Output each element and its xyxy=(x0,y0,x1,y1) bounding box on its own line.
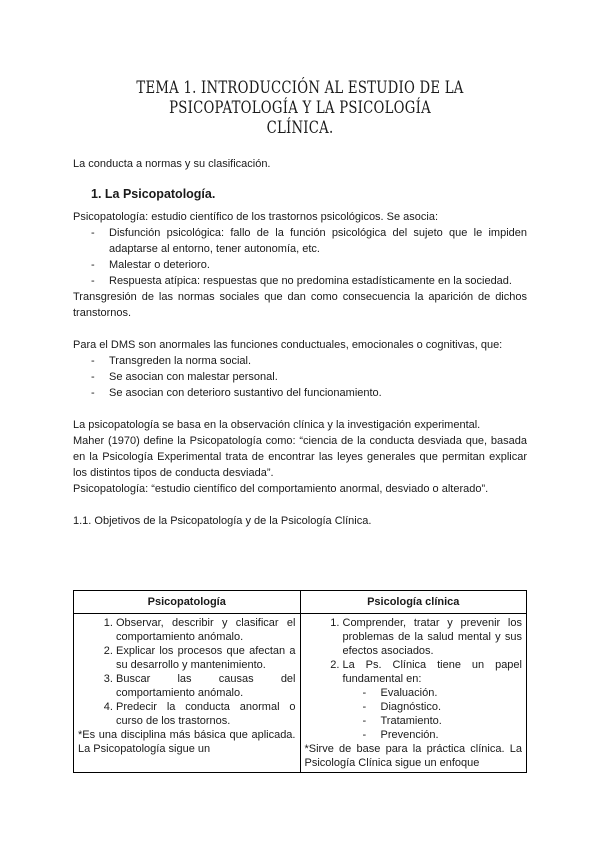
list-item: 1. Observar, describir y clasificar el comportamiento anómalo. xyxy=(116,616,296,644)
intro-text: La conducta a normas y su clasificación. xyxy=(73,158,271,170)
table-cell-psicologia-clinica xyxy=(300,614,527,773)
clinical-roles-list xyxy=(343,686,523,742)
list-item: 3. Buscar las causas del comportamiento anómalo. xyxy=(116,672,296,700)
list-item: - Respuesta atípica: respuestas que no predomina estadísticamente en la sociedad. xyxy=(91,273,527,289)
association-list xyxy=(73,225,527,289)
list-item: - Disfunción psicológica: fallo de la función psicológica del sujeto que le impiden adaptarse al entorno, tener autonomía, etc. xyxy=(91,225,527,257)
list-item: 2. Explicar los procesos que afectan a su desarrollo y mantenimiento. xyxy=(116,644,296,672)
psicologia-clinica-note: *Sirve de base para la práctica clínica. La Psicología Clínica sigue un enfoque xyxy=(304,743,522,769)
list-item xyxy=(343,658,523,742)
transgression-text: Transgresión de las normas sociales que dan como consecuencia la aparición de dichos transtornos. xyxy=(73,291,527,319)
document-body xyxy=(73,156,527,529)
table-header-psicologia-clinica: Psicología clínica xyxy=(300,591,527,614)
dms-list xyxy=(73,353,527,401)
list-item: - Tratamiento. xyxy=(363,714,523,728)
section-heading: 1. La Psicopatología. xyxy=(91,187,216,201)
list-item: 1. Comprender, tratar y prevenir los problemas de la salud mental y sus efectos asociados. xyxy=(343,616,523,658)
psicologia-clinica-objectives xyxy=(305,616,523,742)
table-cell-psicopatologia xyxy=(74,614,301,773)
table-header-psicopatologia: Psicopatología xyxy=(74,591,301,614)
list-item: - Diagnóstico. xyxy=(363,700,523,714)
objectives-table xyxy=(73,590,527,773)
list-item: - Evaluación. xyxy=(363,686,523,700)
list-item: - Se asocian con deterioro sustantivo del funcionamiento. xyxy=(91,385,527,401)
dms-intro-text: Para el DMS son anormales las funciones conductuales, emocionales o cognitivas, que: xyxy=(73,339,503,351)
list-item: - Se asocian con malestar personal. xyxy=(91,369,527,385)
psicopatologia-objectives xyxy=(78,616,296,728)
list-item: 4. Predecir la conducta anormal o curso de los trastornos. xyxy=(116,700,296,728)
basis-text: La psicopatología se basa en la observación clínica y la investigación experimental. xyxy=(73,419,481,431)
definition-text: Psicopatología: estudio científico de los trastornos psicológicos. Se asocia: xyxy=(73,211,439,223)
subsection-heading: 1.1. Objetivos de la Psicopatología y de la Psicología Clínica. xyxy=(73,515,372,527)
maher-text: Maher (1970) define la Psicopatología como: “ciencia de la conducta desviada que, basada en la Psicología Experimental trata de encontrar las leyes generales que permitan explicar los distintos tipos de conducta desviada”. xyxy=(73,435,527,479)
definition2-text: Psicopatología: “estudio científico del comportamiento anormal, desviado o alterado”. xyxy=(73,483,489,495)
list-item-text: La Ps. Clínica tiene un papel fundamental en: xyxy=(342,659,522,685)
document-title-line-1: TEMA 1. INTRODUCCIÓN AL ESTUDIO DE LA PSICOPATOLOGÍA Y LA PSICOLOGÍA xyxy=(136,78,464,118)
document-title-line-2: CLÍNICA. xyxy=(266,118,334,138)
list-item: - Malestar o deterioro. xyxy=(91,257,527,273)
list-item: - Transgreden la norma social. xyxy=(91,353,527,369)
list-item: - Prevención. xyxy=(363,728,523,742)
psicopatologia-note: *Es una disciplina más básica que aplicada. La Psicopatología sigue un xyxy=(78,729,296,755)
